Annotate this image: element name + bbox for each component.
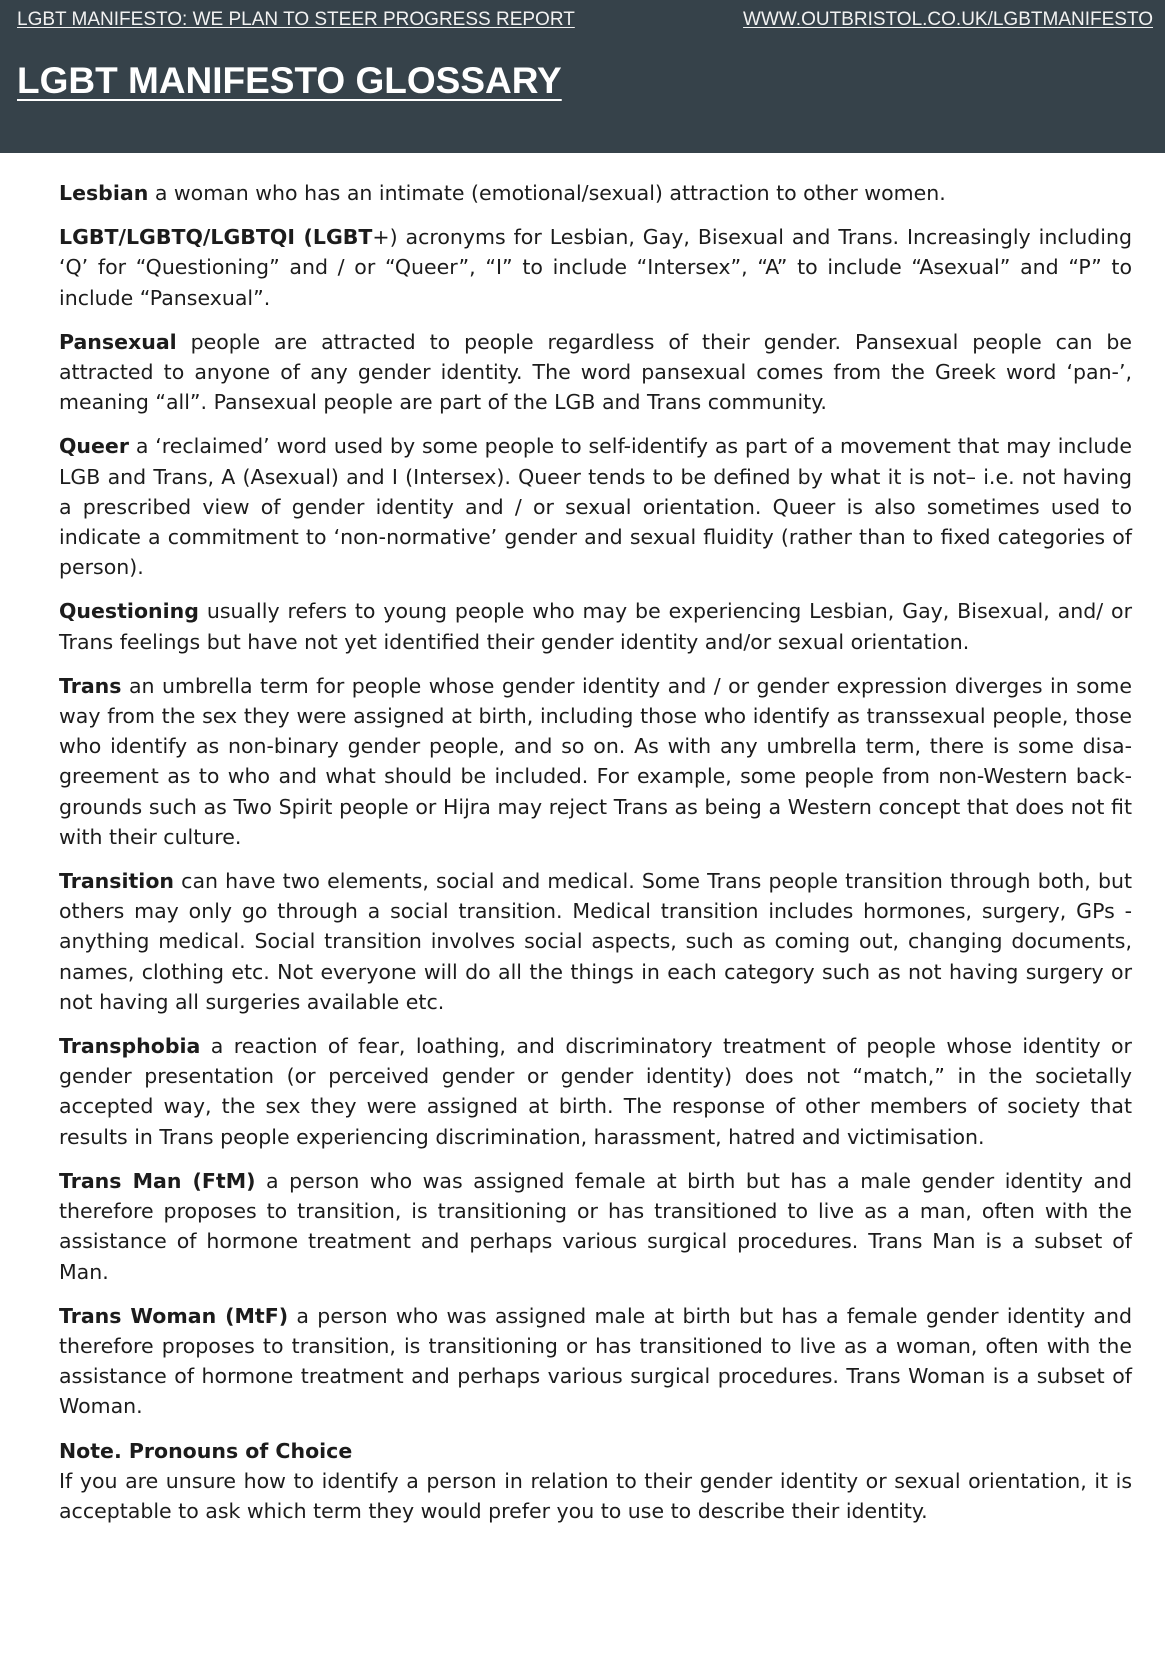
glossary-term: Transphobia [59, 1034, 201, 1059]
glossary-entry-queer [59, 431, 1132, 582]
glossary-definition: can have two elements, social and medical. Some Trans people transition through both, but others may only go through a social transition. Medical transition includes hormones, surgery, GPs - anything medical. Social transition involves social aspects, such as coming out, changing documents, names, clothing etc. Not everyone will do all the things in each category such as not having surgery or not having all surgeries available etc. [59, 869, 1132, 1014]
glossary-term: Queer [59, 434, 129, 459]
glossary-definition: a reaction of fear, loathing, and discriminatory treatment of people whose identity or gender presentation (or perceived gender or gender identity) does not “match,” in the societally accepted way, the sex they were assigned at birth. The response of other members of society that results in Trans people experiencing discrimination, harassment, hatred and victimisation. [59, 1034, 1132, 1149]
glossary-term: Pansexual [59, 329, 177, 354]
website-link[interactable]: WWW.OUTBRISTOL.CO.UK/LGBTMANIFESTO [743, 9, 1153, 30]
glossary-definition: +) acronyms for Lesbian, Gay, Bisexual and Trans. Increasingly including ‘Q’ for “Questioning” and / or “Queer”, “I” to include “Intersex”, “A” to include “Asexual” and “P” to include “Pansexual”. [59, 225, 1132, 310]
glossary-list [59, 178, 1132, 1540]
note-heading: Note. Pronouns of Choice [59, 1438, 353, 1463]
pronouns-note [59, 1436, 1132, 1527]
glossary-definition: a woman who has an intimate (emotional/sexual) attraction to other women. [148, 181, 946, 205]
glossary-term: Trans Man (FtM) [59, 1168, 256, 1193]
glossary-term: Lesbian [59, 181, 149, 205]
glossary-term: LGBT/LGBTQ/LGBTQI (LGBT [59, 225, 373, 250]
glossary-entry-trans-woman [59, 1301, 1132, 1422]
glossary-entry-trans-man [59, 1166, 1132, 1287]
glossary-entry-lgbt [59, 222, 1132, 313]
glossary-definition: a person who was assigned male at birth but has a female gender identity and therefore proposes to transition, is transitioning or has transitioned to live as a woman, often with the assistance of hormone treatment and perhaps various surgical procedures. Trans Woman is a subset of Woman. [59, 1303, 1132, 1419]
glossary-entry-transphobia [59, 1031, 1132, 1152]
page-title: LGBT MANIFESTO GLOSSARY [17, 60, 562, 101]
glossary-definition: usually refers to young people who may be experiencing Lesbian, Gay, Bisexual, and/ or Trans feelings but have not yet identified their gender identity and/or sexual orientation. [59, 599, 1132, 654]
glossary-definition: a person who was assigned female at birth but has a male gender identity and therefore proposes to transition, is transitioning or has transitioned to live as a man, often with the assistance of hormone treatment and perhaps various surgical procedures. Trans Man is a subset of Man. [59, 1168, 1132, 1284]
glossary-term: Transition [59, 869, 175, 894]
report-title-link[interactable]: LGBT MANIFESTO: WE PLAN TO STEER PROGRESS REPORT [17, 9, 575, 30]
glossary-definition: a ‘reclaimed’ word used by some people to self-identify as part of a movement that may include LGB and Trans, A (Asexual) and I (Intersex). Queer tends to be defined by what it is not– i.e. not having a prescribed view of gender identity and / or sexual orientation. Queer is also sometimes used to indicate a commitment to ‘non-normative’ gender and sexual fluidity (rather than to fixed categories of person). [59, 434, 1132, 580]
glossary-entry-lesbian [59, 178, 1132, 208]
page-header [0, 0, 1165, 153]
glossary-entry-transition [59, 866, 1132, 1017]
glossary-entry-questioning [59, 596, 1132, 656]
glossary-entry-trans [59, 671, 1132, 852]
glossary-term: Trans [59, 673, 122, 698]
glossary-entry-pansexual [59, 327, 1132, 418]
glossary-definition: people are attracted to people regardless of their gender. Pansexual people can be attracted to anyone of any gender identity. The word pansexual comes from the Greek word ‘pan-’, meaning “all”. Pansexual people are part of the LGB and Trans community. [59, 329, 1132, 415]
glossary-definition: an umbrella term for people whose gender identity and / or gender expression diverges in some way from the sex they were assigned at birth, including those who identify as transsexual people, those who identify as non-binary gender people, and so on. As with any umbrella term, there is some disagreement as to who and what should be included. For example, some people from non-Western backgrounds such as Two Spirit people or Hijra may reject Trans as being a Western concept that does not fit with their culture. [59, 673, 1132, 849]
glossary-term: Questioning [59, 599, 199, 624]
glossary-term: Trans Woman (MtF) [59, 1303, 289, 1328]
note-text: If you are unsure how to identify a person in relation to their gender identity or sexual orientation, it is acceptable to ask which term they would prefer you to use to describe their identity. [59, 1468, 1132, 1523]
